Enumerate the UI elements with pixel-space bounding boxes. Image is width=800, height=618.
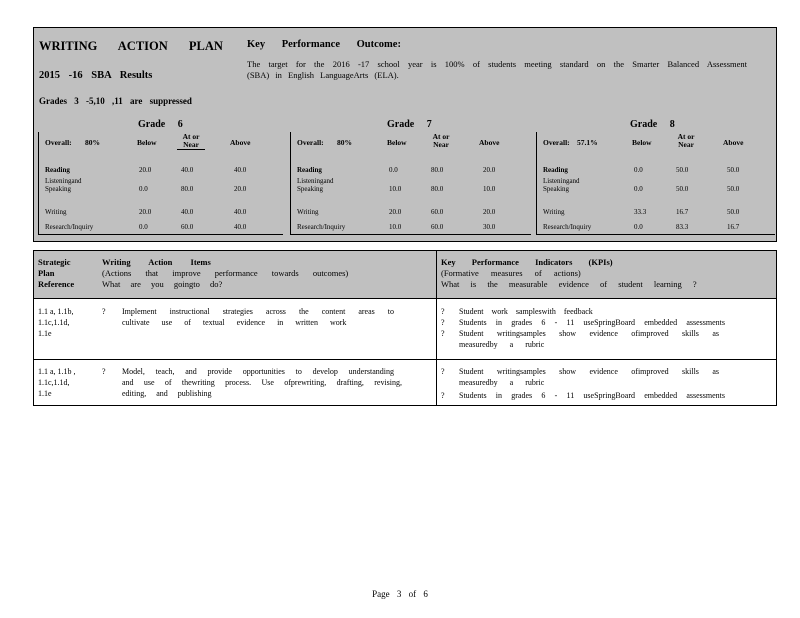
value-above: 30.0 bbox=[483, 223, 496, 231]
overall-label: Overall: bbox=[543, 138, 570, 147]
value-below: 0.0 bbox=[139, 223, 148, 231]
row2-kpi2-text: Students in grades 6 - 11 useSpringBoard embedded assessments bbox=[459, 391, 725, 400]
row-label: Reading bbox=[543, 166, 568, 174]
header-items-title: Writing Action Items bbox=[102, 257, 211, 267]
row-label: Research/Inquiry bbox=[45, 223, 94, 231]
value-below: 0.0 bbox=[634, 185, 643, 193]
overall-value: 80% bbox=[85, 138, 100, 147]
value-above: 40.0 bbox=[234, 166, 247, 174]
grade-title: Grade 8 bbox=[630, 119, 675, 130]
col-above-header: Above bbox=[723, 138, 744, 147]
suppressed-note: Grades 3 -5,10 ,11 are suppressed bbox=[39, 96, 192, 106]
row2-action-line-2: and use of thewriting process. Use ofprewriting, drafting, revising, bbox=[122, 378, 402, 387]
row-label: Reading bbox=[297, 166, 322, 174]
row1-kpi1-text: Student work sampleswith feedback bbox=[459, 307, 593, 316]
value-above: 16.7 bbox=[727, 223, 740, 231]
value-above: 50.0 bbox=[727, 166, 740, 174]
value-below: 10.0 bbox=[389, 185, 402, 193]
value-below: 20.0 bbox=[389, 208, 402, 216]
value-at-or-near: 83.3 bbox=[676, 223, 689, 231]
value-above: 20.0 bbox=[234, 185, 247, 193]
row-label: Writing bbox=[45, 208, 67, 216]
value-above: 20.0 bbox=[483, 208, 496, 216]
sba-results-box bbox=[33, 27, 777, 242]
header-kpi-title: Key Performance Indicators (KPIs) bbox=[441, 257, 613, 267]
row1-kpi1-bullet: ? bbox=[441, 307, 445, 316]
row1-action-line-2: cultivate use of textual evidence in written work bbox=[122, 318, 347, 327]
col-below-header: Below bbox=[632, 138, 652, 147]
value-below: 20.0 bbox=[139, 166, 152, 174]
value-at-or-near: 60.0 bbox=[181, 223, 194, 231]
value-at-or-near: 50.0 bbox=[676, 166, 689, 174]
header-ref-3: Reference bbox=[38, 279, 75, 289]
row2-ref-3: 1.1e bbox=[38, 389, 52, 398]
overall-value: 80% bbox=[337, 138, 352, 147]
value-above: 50.0 bbox=[727, 208, 740, 216]
value-at-or-near: 40.0 bbox=[181, 166, 194, 174]
row1-action-line-1: Implement instructional strategies across the content areas to bbox=[122, 307, 394, 316]
row-label: Writing bbox=[543, 208, 565, 216]
col-above-header: Above bbox=[230, 138, 251, 147]
doc-title: WRITING ACTION PLAN bbox=[39, 39, 223, 53]
kpo-text-line-2: (SBA) in English LanguageArts (ELA). bbox=[247, 70, 399, 80]
value-at-or-near: 60.0 bbox=[431, 208, 444, 216]
kpo-text-line-1: The target for the 2016 -17 school year is 100% of students meeting standard on the Smarter Balanced Assessment bbox=[247, 59, 747, 69]
header-ref-1: Strategic bbox=[38, 257, 71, 267]
value-below: 0.0 bbox=[634, 223, 643, 231]
col-below-header: Below bbox=[387, 138, 407, 147]
row1-ref-1: 1.1 a, 1.1b, bbox=[38, 307, 74, 316]
header-ref-2: Plan bbox=[38, 268, 55, 278]
col-at-header: At or Near bbox=[677, 132, 695, 149]
row2-kpi1-text: Student writingsamples show evidence ofimproved skills as bbox=[459, 367, 719, 376]
results-label: 2015 -16 SBA Results bbox=[39, 70, 153, 81]
header-kpi-sub-1: (Formative measures of actions) bbox=[441, 268, 581, 278]
row1-bullet: ? bbox=[102, 307, 106, 316]
row-label: Research/Inquiry bbox=[543, 223, 592, 231]
row-divider bbox=[34, 359, 776, 360]
overall-label: Overall: bbox=[45, 138, 72, 147]
row-label: Writing bbox=[297, 208, 319, 216]
overall-label: Overall: bbox=[297, 138, 324, 147]
value-below: 0.0 bbox=[389, 166, 398, 174]
header-items-sub-2: What are you goingto do? bbox=[102, 279, 223, 289]
grade-title: Grade 6 bbox=[138, 119, 183, 130]
row1-ref-3: 1.1e bbox=[38, 329, 52, 338]
value-at-or-near: 60.0 bbox=[431, 223, 444, 231]
col-at-header: At or Near bbox=[432, 132, 450, 149]
row1-kpi2-bullet: ? bbox=[441, 318, 445, 327]
col-above-header: Above bbox=[479, 138, 500, 147]
row1-kpi2-text: Students in grades 6 - 11 useSpringBoard embedded assessments bbox=[459, 318, 725, 327]
column-divider bbox=[436, 251, 437, 405]
value-above: 40.0 bbox=[234, 208, 247, 216]
value-at-or-near: 80.0 bbox=[181, 185, 194, 193]
value-above: 40.0 bbox=[234, 223, 247, 231]
header-kpi-sub-2: What is the measurable evidence of student learning ? bbox=[441, 279, 697, 289]
grade-table bbox=[536, 132, 775, 235]
row1-kpi3-text: Student writingsamples show evidence ofimproved skills as bbox=[459, 329, 719, 338]
row-label: Research/Inquiry bbox=[297, 223, 346, 231]
row-label: Listeningand Speaking bbox=[45, 177, 82, 193]
row2-kpi1-text-2: measuredby a rubric bbox=[459, 378, 545, 387]
grade-table bbox=[290, 132, 531, 235]
kpo-label: Key Performance Outcome: bbox=[247, 39, 401, 50]
overall-value: 57.1% bbox=[577, 138, 598, 147]
row2-action-line-3: editing, and publishing bbox=[122, 389, 212, 398]
value-at-or-near: 80.0 bbox=[431, 166, 444, 174]
row-label: Listeningand Speaking bbox=[543, 177, 580, 193]
grade-title: Grade 7 bbox=[387, 119, 432, 130]
row2-kpi2-bullet: ? bbox=[441, 391, 445, 400]
row-label: Reading bbox=[45, 166, 70, 174]
value-at-or-near: 80.0 bbox=[431, 185, 444, 193]
strategy-table bbox=[33, 250, 777, 406]
row1-kpi3-bullet: ? bbox=[441, 329, 445, 338]
value-above: 50.0 bbox=[727, 185, 740, 193]
value-at-or-near: 16.7 bbox=[676, 208, 689, 216]
row2-ref-1: 1.1 a, 1.1b , bbox=[38, 367, 76, 376]
grade-table bbox=[38, 132, 283, 235]
row2-bullet: ? bbox=[102, 367, 106, 376]
col-below-header: Below bbox=[137, 138, 157, 147]
value-below: 33.3 bbox=[634, 208, 647, 216]
col-at-header: At or Near bbox=[177, 133, 205, 150]
value-below: 10.0 bbox=[389, 223, 402, 231]
value-at-or-near: 40.0 bbox=[181, 208, 194, 216]
value-below: 20.0 bbox=[139, 208, 152, 216]
row1-ref-2: 1.1c,1.1d, bbox=[38, 318, 70, 327]
row1-kpi3-text-2: measuredby a rubric bbox=[459, 340, 545, 349]
page-number: Page 3 of 6 bbox=[372, 589, 428, 599]
value-below: 0.0 bbox=[634, 166, 643, 174]
row2-ref-2: 1.1c,1.1d, bbox=[38, 378, 70, 387]
value-above: 10.0 bbox=[483, 185, 496, 193]
row-label: Listeningand Speaking bbox=[297, 177, 334, 193]
header-items-sub-1: (Actions that improve performance towards outcomes) bbox=[102, 268, 349, 278]
value-at-or-near: 50.0 bbox=[676, 185, 689, 193]
row2-action-line-1: Model, teach, and provide opportunities to develop understanding bbox=[122, 367, 394, 376]
row2-kpi1-bullet: ? bbox=[441, 367, 445, 376]
value-below: 0.0 bbox=[139, 185, 148, 193]
value-above: 20.0 bbox=[483, 166, 496, 174]
